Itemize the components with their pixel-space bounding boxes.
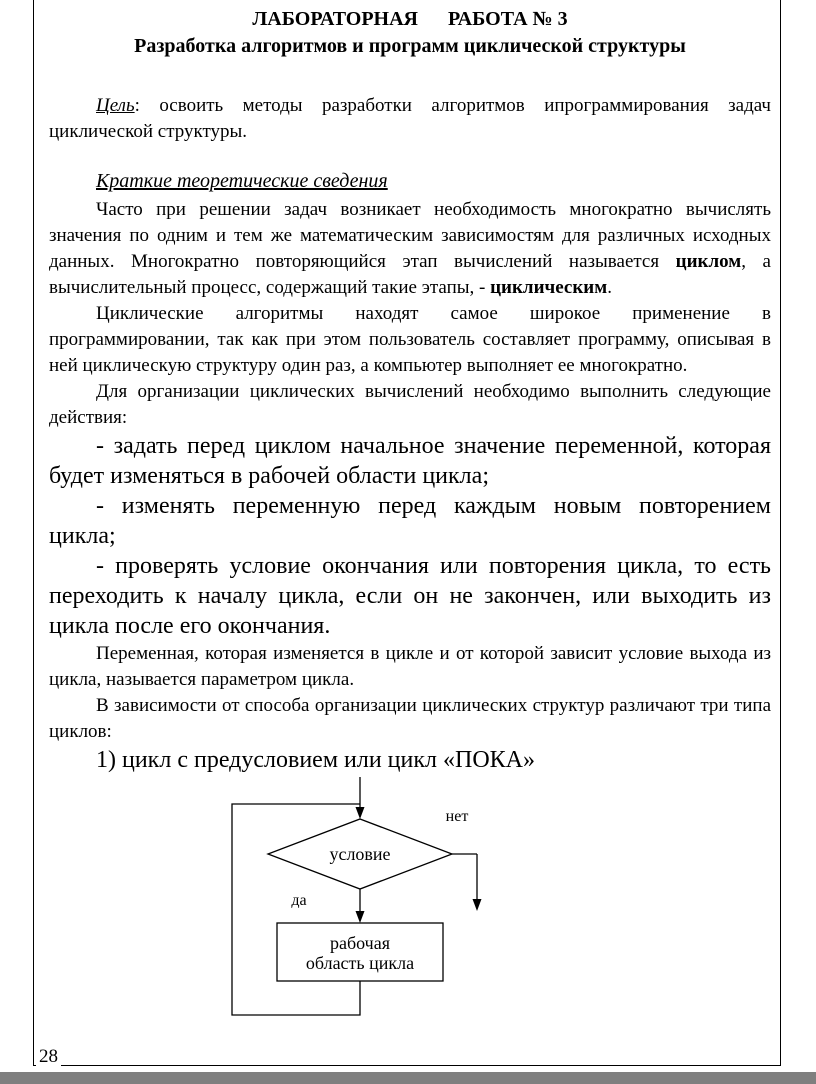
- process-label-line2: область цикла: [305, 953, 415, 973]
- page-content: [49, 6, 771, 1027]
- paragraph-loop-parameter: Переменная, которая изменяется в цикле и от которой зависит условие выхода из цикла, называется параметром цикла.: [49, 643, 771, 690]
- goal-paragraph: [49, 93, 771, 145]
- goal-label: Цель: [96, 95, 135, 116]
- loop-back-line: [232, 804, 360, 1015]
- condition-label: условие: [329, 844, 391, 864]
- process-label-line1: рабочая: [329, 933, 391, 953]
- cycle-definition-text-2: , а вычислительный процесс, содержащий такие этапы, -: [49, 251, 771, 298]
- yes-label: да: [291, 892, 307, 909]
- cycle-definition-text-1: Часто при решении задач возникает необходимость многократно вычислять значения по одним и тем же математическим зависимостям для различных исходных данных. Многократно повторяющийся этап вычислений называется: [49, 199, 771, 272]
- page-number: 28: [36, 1046, 61, 1068]
- list-item-2: - изменять переменную перед каждым новым повторением цикла;: [49, 493, 771, 549]
- paragraph-loop-organization: Для организации циклических вычислений необходимо выполнить следующие действия:: [49, 381, 771, 428]
- term-cyclic: циклическим: [490, 277, 608, 298]
- list-item-1: - задать перед циклом начальное значение переменной, которая будет изменяться в рабочей области цикла;: [49, 433, 771, 489]
- no-label: нет: [445, 808, 469, 825]
- title-line-2: Разработка алгоритмов и программ циклической структуры: [134, 35, 686, 57]
- theory-heading: [49, 168, 771, 195]
- flowchart: [49, 775, 771, 1027]
- term-cycle: циклом: [675, 251, 742, 272]
- paragraph-cycle-types: В зависимости от способа организации циклических структур различают три типа циклов:: [49, 695, 771, 742]
- bottom-gray-bar: [0, 1072, 816, 1084]
- paragraph-cyclic-algorithms: Циклические алгоритмы находят самое широкое применение в программировании, так как при этом пользователь составляет программу, описывая в ней циклическую структуру один раз, а компьютер выполняет ее многократно.: [49, 303, 771, 376]
- no-branch-arrow-icon: [473, 899, 482, 911]
- while-loop-flowchart: [49, 775, 771, 1027]
- cycle-definition-text-3: .: [607, 277, 612, 298]
- cycle-type-1-line: 1) цикл с предусловием или цикл «ПОКА»: [96, 747, 535, 773]
- yes-branch-arrow-icon: [356, 911, 365, 923]
- goal-text: : освоить методы разработки алгоритмов ипрограммирования задач циклической структуры.: [49, 95, 771, 142]
- entry-arrow-icon: [356, 807, 365, 819]
- title-line-1: ЛАБОРАТОРНАЯ РАБОТА № 3: [252, 8, 568, 30]
- list-item-3: - проверять условие окончания или повторения цикла, то есть переходить к началу цикла, если он не закончен, или выходить из цикла после его окончания.: [49, 553, 771, 639]
- theory-heading-text: Краткие теоретические сведения: [96, 170, 388, 192]
- paragraph-cycle-definition: [49, 197, 771, 301]
